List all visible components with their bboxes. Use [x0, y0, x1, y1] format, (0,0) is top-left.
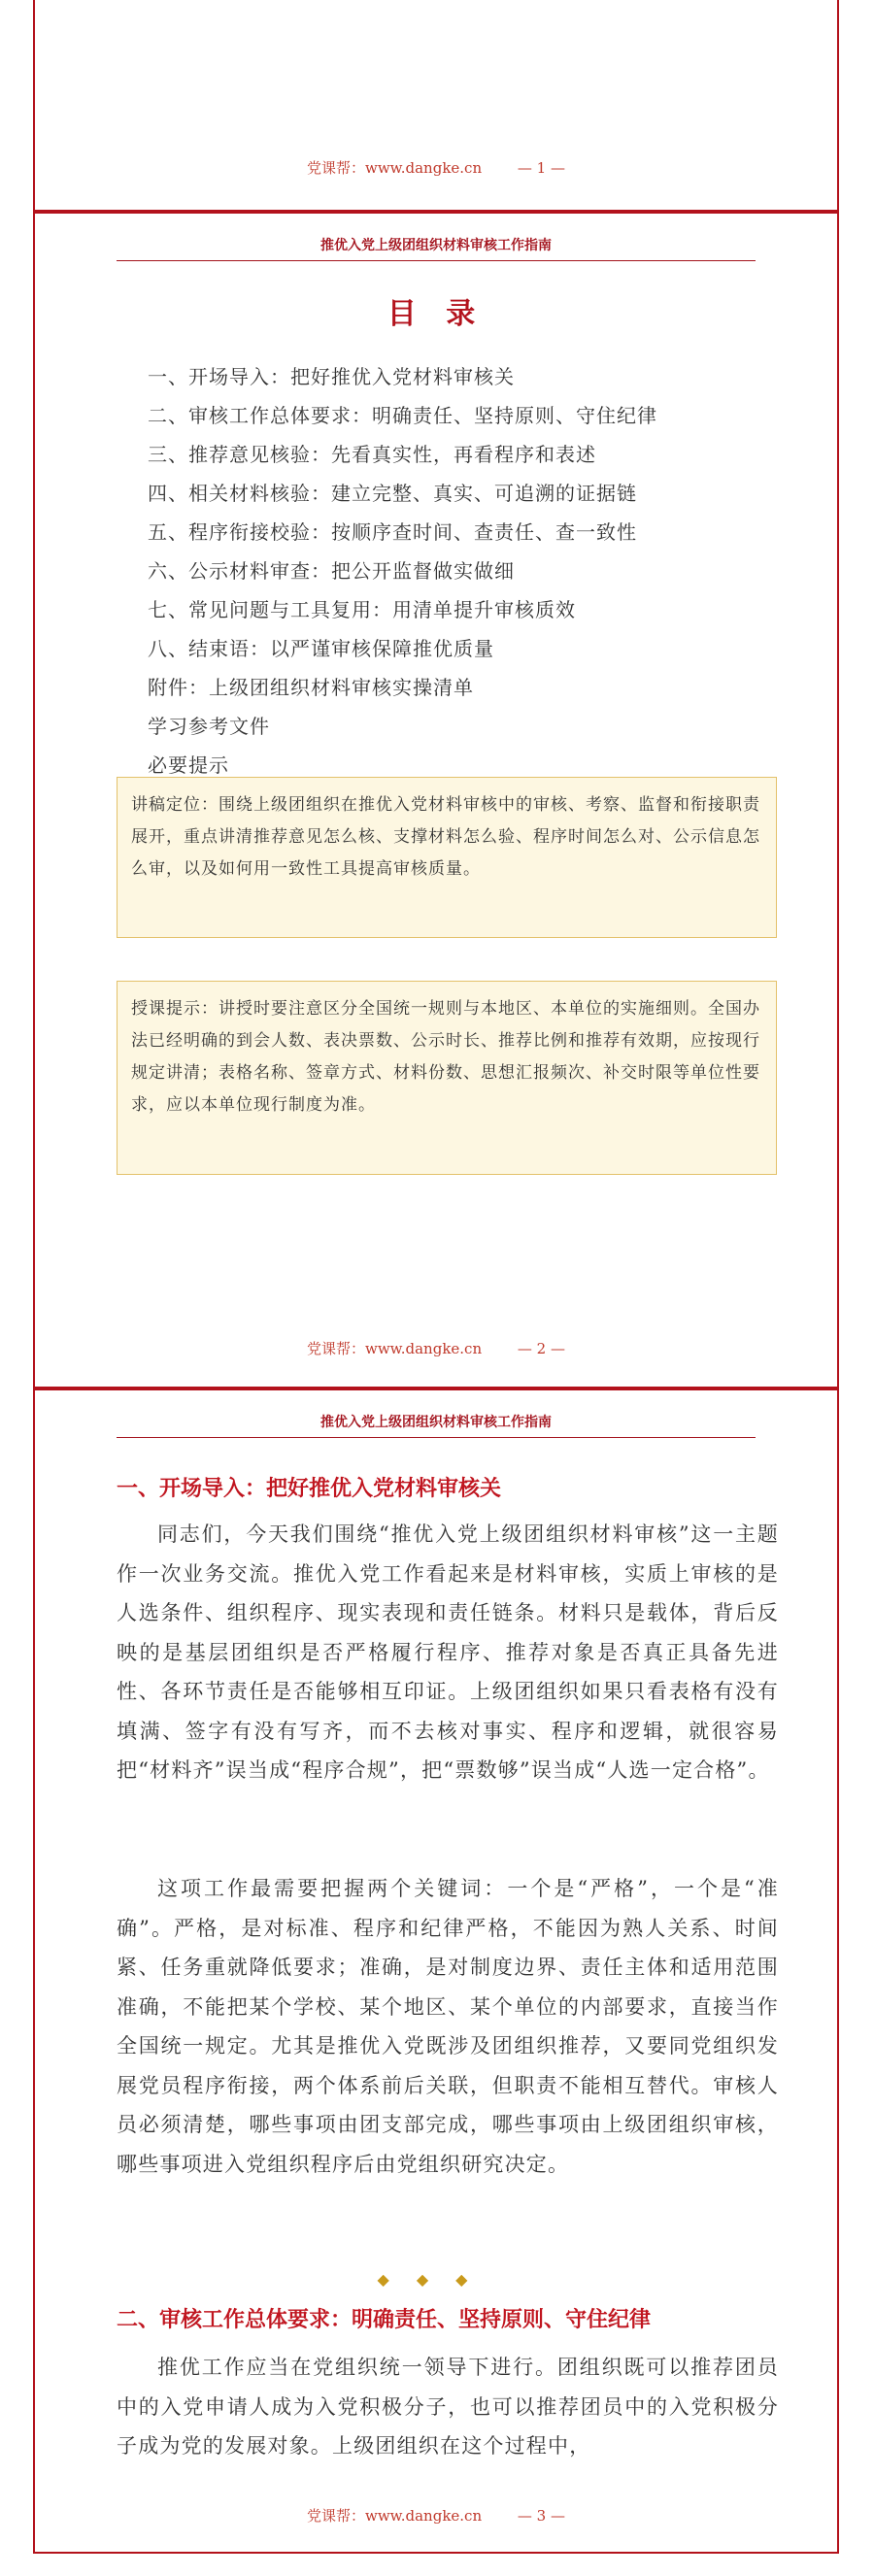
toc-item[interactable]: 一、开场导入：把好推优入党材料审核关 — [148, 365, 515, 388]
page-2 — [33, 212, 839, 1388]
footer-site: 党课帮：www.dangke.cn — [307, 2507, 483, 2525]
toc-title: 目 录 — [387, 297, 486, 331]
body-paragraph: 推优工作应当在党组织统一领导下进行。团组织既可以推荐团员中的入党申请人成为入党积极分子，也可以推荐团员中的入党积极分子成为党的发展对象。上级团组织在这个过程中， — [117, 2356, 779, 2458]
page-footer — [35, 2505, 837, 2526]
page-3 — [33, 1388, 839, 2554]
body-paragraph: 同志们，今天我们围绕“推优入党上级团组织材料审核”这一主题作一次业务交流。推优入党工作看起来是材料审核，实质上审核的是人选条件、组织程序、现实表现和责任链条。材料只是载体，背后反映的是基层团组织是否严格履行程序、推荐对象是否真正具备先进性、各环节责任是否能够相互印证。上级团组织如果只看表格有没有填满、签字有没有写齐，而不去核对事实、程序和逻辑，就很容易把“材料齐”误当成“程序合规”，把“票数够”误当成“人选一定合格”。 — [117, 1522, 779, 1782]
page-1 — [33, 0, 839, 212]
section-divider: ◆◆◆ — [377, 2270, 495, 2289]
toc-item[interactable]: 七、常见问题与工具复用：用清单提升审核质效 — [148, 598, 576, 621]
page-number: — 3 — — [517, 2507, 565, 2525]
toc-item[interactable]: 二、审核工作总体要求：明确责任、坚持原则、守住纪律 — [148, 404, 657, 427]
section-heading: 一、开场导入：把好推优入党材料审核关 — [117, 1477, 502, 1501]
toc-item[interactable]: 五、程序衔接校验：按顺序查时间、查责任、查一致性 — [148, 520, 637, 544]
page-footer — [35, 1338, 837, 1358]
page-footer — [35, 157, 837, 178]
body-paragraph: 这项工作最需要把握两个关键词：一个是“严格”，一个是“准确”。严格，是对标准、程序和纪律严格，不能因为熟人关系、时间紧、任务重就降低要求；准确，是对制度边界、责任主体和适用范围准确，不能把某个学校、某个地区、某个单位的内部要求，直接当作全国统一规定。尤其是推优入党既涉及团组织推荐，又要同党组织发展党员程序衔接，两个体系前后关联，但职责不能相互替代。审核人员必须清楚，哪些事项由团支部完成，哪些事项由上级团组织审核，哪些事项进入党组织程序后由党组织研究决定。 — [117, 1877, 779, 2176]
toc-item[interactable]: 必要提示 — [148, 753, 229, 777]
page-number: — 1 — — [517, 159, 565, 177]
toc-item[interactable]: 学习参考文件 — [148, 715, 270, 738]
toc-item[interactable]: 三、推荐意见核验：先看真实性，再看程序和表述 — [148, 443, 596, 466]
doc-header: 推优入党上级团组织材料审核工作指南 — [117, 1412, 756, 1438]
footer-site: 党课帮：www.dangke.cn — [307, 1340, 483, 1357]
teaching-tip-note: 授课提示：讲授时要注意区分全国统一规则与本地区、本单位的实施细则。全国办法已经明确的到会人数、表决票数、公示时长、推荐比例和推荐有效期，应按现行规定讲清；表格名称、签章方式、材料份数、思想汇报频次、补交时限等单位性要求，应以本单位现行制度为准。 — [117, 981, 777, 1175]
positioning-note: 讲稿定位：围绕上级团组织在推优入党材料审核中的审核、考察、监督和衔接职责展开，重点讲清推荐意见怎么核、支撑材料怎么验、程序时间怎么对、公示信息怎么审，以及如何用一致性工具提高审核质量。 — [117, 777, 777, 938]
toc-item[interactable]: 六、公示材料审查：把公开监督做实做细 — [148, 559, 515, 583]
toc-item[interactable]: 四、相关材料核验：建立完整、真实、可追溯的证据链 — [148, 482, 637, 505]
section-heading: 二、审核工作总体要求：明确责任、坚持原则、守住纪律 — [117, 2308, 652, 2332]
page-number: — 2 — — [517, 1340, 565, 1357]
footer-site: 党课帮：www.dangke.cn — [307, 159, 483, 177]
doc-header: 推优入党上级团组织材料审核工作指南 — [117, 235, 756, 261]
toc-item[interactable]: 附件：上级团组织材料审核实操清单 — [148, 676, 474, 699]
toc-list — [148, 357, 759, 785]
toc-item[interactable]: 八、结束语：以严谨审核保障推优质量 — [148, 637, 494, 660]
